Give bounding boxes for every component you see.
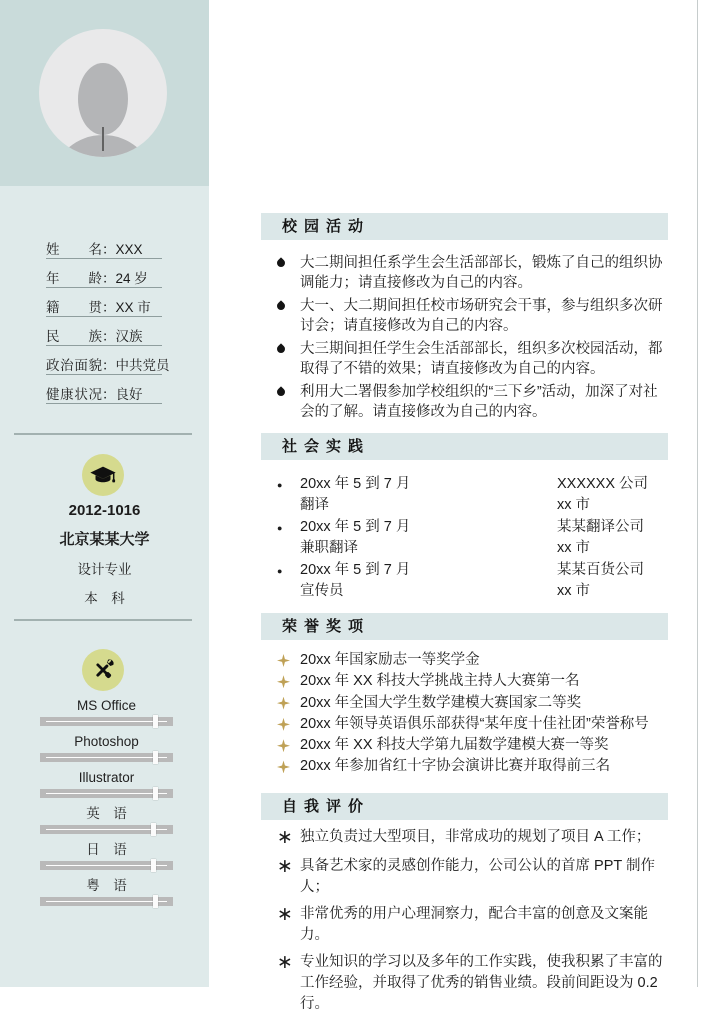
campus-item-text: 大一、大二期间担任校市场研究会干事，参与组织多次研讨会；请直接修改为自己的内容。: [300, 298, 663, 334]
bullet-cell: [268, 952, 300, 1015]
practice-company: 某某百货公司: [557, 562, 644, 578]
practice-role: 兼职翻译: [300, 539, 358, 556]
four-pointed-star-icon: [277, 739, 290, 752]
practice-period: 20xx 年 5 到 7 月: [300, 562, 411, 578]
profile-value: 汉族: [115, 329, 143, 344]
profile-value: 中共党员: [115, 358, 170, 373]
dot-bullet-icon: ●: [277, 480, 283, 490]
education-degree: 本 科: [84, 591, 125, 606]
skill-label: Illustrator: [78, 770, 135, 785]
honors-list: [268, 650, 670, 778]
skill-label: Photoshop: [74, 734, 139, 749]
list-item: [268, 296, 670, 336]
practice-company: XXXXXX 公司: [557, 476, 649, 492]
skill-item-cantonese: [40, 878, 173, 906]
education-period: 2012-1016: [68, 502, 141, 519]
slider-line: [46, 901, 167, 902]
list-item: [268, 474, 670, 515]
bullet-cell: [268, 296, 300, 336]
list-item: [268, 904, 670, 946]
slider-line: [46, 721, 167, 722]
bullet-cell: [268, 735, 300, 756]
graduation-cap-icon: [88, 460, 118, 490]
profile-label: 民 族: [46, 329, 102, 344]
dot-bullet-icon: ●: [277, 523, 283, 533]
colon: ：: [102, 387, 116, 402]
sidebar-divider: [14, 433, 192, 435]
slider-line: [46, 865, 167, 866]
campus-item-text: 大二期间担任系学生会生活部部长，锻炼了自己的组织协调能力；请直接修改为自己的内容。: [300, 255, 663, 291]
profile-label: 姓 名: [46, 242, 102, 257]
profile-row-origin: [46, 288, 162, 317]
campus-item-text: 大三期间担任学生会生活部部长，组织多次校园活动，都取得了不错的效果；请直接修改为自己的内容。: [300, 341, 663, 377]
bullet-cell: [268, 904, 300, 946]
slider-line: [46, 829, 167, 830]
profile-row-age: [46, 259, 162, 288]
practice-company: 某某翻译公司: [557, 519, 644, 535]
section-title-honors: 荣誉奖项: [261, 613, 668, 640]
practice-role: 宣传员: [300, 582, 344, 599]
skills-list: [40, 698, 173, 914]
section-title-campus-activities: 校园活动: [261, 213, 668, 240]
list-item: [268, 735, 670, 756]
bullet-cell: [268, 382, 300, 422]
slider-line: [46, 793, 167, 794]
avatar-placeholder-icon: [39, 29, 167, 157]
profile-value: 良好: [115, 387, 143, 402]
education-block: [0, 502, 209, 616]
droplet-icon: [275, 386, 286, 397]
four-pointed-star-icon: [277, 718, 290, 731]
profile-row-health: [46, 375, 162, 404]
education-major: 设计专业: [77, 562, 132, 577]
profile-value: XXX: [115, 242, 143, 257]
honor-item-text: 20xx 年 XX 科技大学第九届数学建模大赛一等奖: [300, 737, 609, 754]
skill-slider[interactable]: [40, 717, 173, 726]
profile-row-name: [46, 230, 162, 259]
colon: ：: [102, 242, 116, 257]
asterisk-bullet-icon: ∗: [277, 904, 293, 925]
profile-label: 年 龄: [46, 271, 102, 286]
campus-item-text: 利用大二署假参加学校组织的“三下乡”活动，加深了对社会的了解。请直接修改为自己的内容。: [300, 384, 658, 420]
skills-icon-badge: [82, 649, 124, 691]
colon: ：: [102, 358, 116, 373]
honor-item-text: 20xx 年参加省红十字协会演讲比赛并取得前三名: [300, 758, 611, 775]
practice-city: xx 市: [557, 539, 591, 556]
profile-info-list: [46, 230, 170, 404]
list-item: [268, 693, 670, 714]
asterisk-bullet-icon: ∗: [277, 952, 293, 973]
skill-slider[interactable]: [40, 861, 173, 870]
skill-slider[interactable]: [40, 753, 173, 762]
list-item: [268, 856, 670, 898]
four-pointed-star-icon: [277, 697, 290, 710]
bullet-cell: [268, 339, 300, 379]
asterisk-bullet-icon: ∗: [277, 856, 293, 877]
practice-city: xx 市: [557, 496, 591, 513]
four-pointed-star-icon: [277, 654, 290, 667]
bullet-cell: [268, 517, 300, 558]
four-pointed-star-icon: [277, 760, 290, 773]
slider-thumb[interactable]: [151, 859, 156, 872]
list-item: [268, 714, 670, 735]
evaluation-item-text: 专业知识的学习以及多年的工作实践，使我积累了丰富的工作经验，并取得了优秀的销售业绩。段前间距设为 0.2 行。: [300, 954, 663, 1012]
education-school: 北京某某大学: [59, 531, 150, 548]
bullet-cell: [268, 693, 300, 714]
education-icon-badge: [82, 454, 124, 496]
droplet-icon: [275, 300, 286, 311]
bullet-cell: [268, 650, 300, 671]
practice-city: xx 市: [557, 582, 591, 599]
evaluation-item-text: 非常优秀的用户心理洞察力，配合丰富的创意及文案能力。: [300, 906, 648, 943]
campus-activities-list: [268, 253, 670, 425]
list-item: [268, 952, 670, 1015]
self-evaluation-list: [268, 827, 670, 1021]
bullet-cell: [268, 474, 300, 515]
skill-slider[interactable]: [40, 825, 173, 834]
skill-slider[interactable]: [40, 897, 173, 906]
list-item: [268, 827, 670, 850]
list-item: [268, 560, 670, 601]
sidebar: [0, 186, 209, 987]
colon: ：: [102, 300, 116, 315]
colon: ：: [102, 329, 116, 344]
page-edge-line: [697, 0, 698, 987]
skill-label: 粤 语: [86, 878, 127, 893]
evaluation-item-text: 具备艺术家的灵感创作能力，公司公认的首席 PPT 制作人；: [300, 858, 655, 895]
skill-item-msoffice: [40, 698, 173, 726]
list-item: [268, 650, 670, 671]
practice-period: 20xx 年 5 到 7 月: [300, 519, 411, 535]
skill-label: 英 语: [86, 806, 127, 821]
slider-thumb[interactable]: [153, 895, 158, 908]
dot-bullet-icon: ●: [277, 566, 283, 576]
practice-role: 翻译: [300, 496, 329, 513]
skill-slider[interactable]: [40, 789, 173, 798]
skill-item-japanese: [40, 842, 173, 870]
social-practice-list: [268, 474, 670, 603]
slider-thumb[interactable]: [153, 751, 158, 764]
slider-thumb[interactable]: [153, 715, 158, 728]
skill-item-english: [40, 806, 173, 834]
list-item: [268, 382, 670, 422]
evaluation-item-text: 独立负责过大型项目，非常成功的规划了项目 A 工作；: [300, 829, 651, 845]
avatar: [39, 29, 167, 157]
bullet-cell: [268, 827, 300, 850]
skill-item-illustrator: [40, 770, 173, 798]
honor-item-text: 20xx 年领导英语俱乐部获得“某年度十佳社团”荣誉称号: [300, 715, 649, 732]
asterisk-bullet-icon: ∗: [277, 827, 293, 848]
honor-item-text: 20xx 年 XX 科技大学挑战主持人大赛第一名: [300, 673, 580, 690]
list-item: [268, 756, 670, 777]
profile-label: 籍 贯: [46, 300, 102, 315]
honor-item-text: 20xx 年全国大学生数学建模大赛国家二等奖: [300, 694, 582, 711]
profile-value: 24 岁: [115, 271, 148, 286]
droplet-icon: [275, 343, 286, 354]
list-item: [268, 339, 670, 379]
section-title-self-evaluation: 自我评价: [261, 793, 668, 820]
colon: ：: [102, 271, 116, 286]
bullet-cell: [268, 714, 300, 735]
bullet-cell: [268, 253, 300, 293]
profile-label: 健康状况: [46, 387, 102, 402]
skill-label: MS Office: [76, 698, 137, 713]
bullet-cell: [268, 560, 300, 601]
bullet-cell: [268, 856, 300, 898]
slider-thumb[interactable]: [151, 823, 156, 836]
bullet-cell: [268, 756, 300, 777]
sidebar-divider: [14, 619, 192, 621]
bullet-cell: [268, 671, 300, 692]
droplet-icon: [275, 257, 286, 268]
profile-row-ethnicity: [46, 317, 162, 346]
profile-value: XX 市: [115, 300, 151, 315]
main-content: [209, 0, 697, 1012]
tools-icon: [89, 656, 117, 684]
section-title-social-practice: 社会实践: [261, 433, 668, 460]
profile-row-political: [46, 346, 170, 375]
list-item: [268, 517, 670, 558]
list-item: [268, 671, 670, 692]
slider-line: [46, 757, 167, 758]
slider-thumb[interactable]: [153, 787, 158, 800]
skill-item-photoshop: [40, 734, 173, 762]
profile-label: 政治面貌: [46, 358, 102, 373]
list-item: [268, 253, 670, 293]
skill-label: 日 语: [86, 842, 127, 857]
practice-period: 20xx 年 5 到 7 月: [300, 476, 411, 492]
honor-item-text: 20xx 年国家励志一等奖学金: [300, 652, 480, 668]
four-pointed-star-icon: [277, 675, 290, 688]
